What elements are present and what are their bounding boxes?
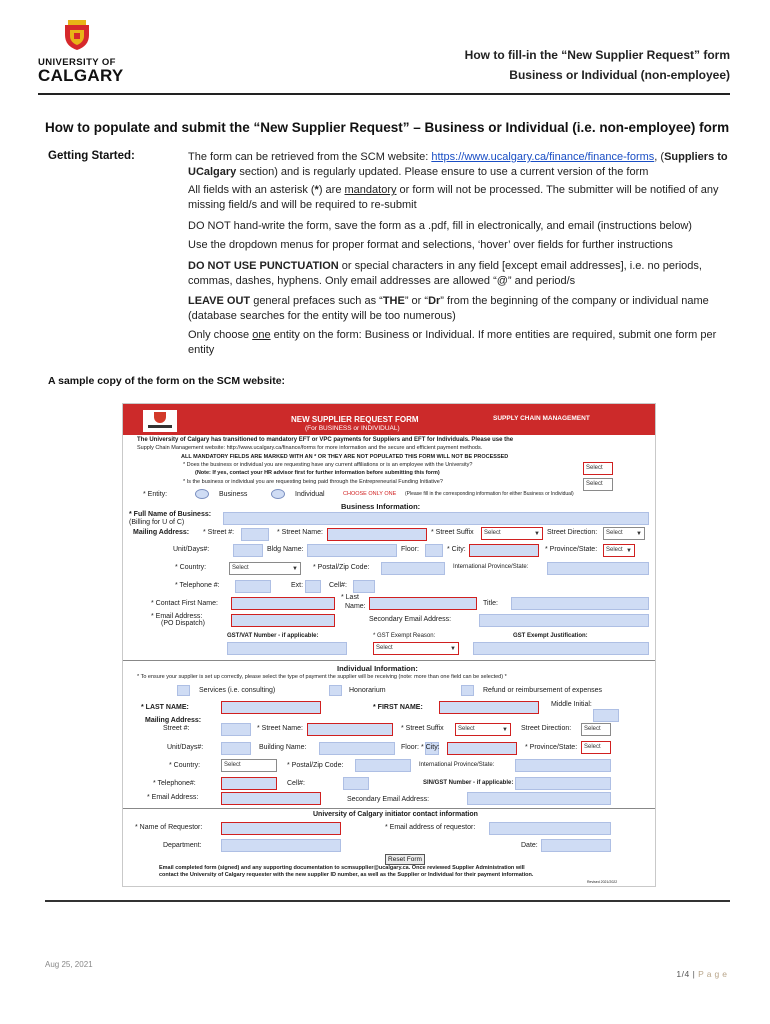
form-individual-radio xyxy=(271,489,285,499)
form-unit-label: Unit/Days#: xyxy=(173,546,210,553)
form-individual-label: Individual xyxy=(295,491,325,498)
paragraph-dropdowns: Use the dropdown menus for proper format and selections, ‘hover’ over fields for further instructions xyxy=(188,239,673,251)
header-divider xyxy=(38,93,730,95)
form-title-input xyxy=(511,597,649,610)
form-q1-note: (Note: If yes, contact your HR advisor first for further information before submitting this form) xyxy=(195,470,440,476)
form-department-input xyxy=(221,839,341,852)
form-cell-label: Cell#: xyxy=(329,582,347,589)
paragraph-one-entity: Only choose one entity on the form: Business or Individual. If more entities are required, submit one form per entity xyxy=(188,329,717,356)
university-logo-icon xyxy=(64,20,90,50)
form-choose-one: CHOOSE ONLY ONE xyxy=(343,491,397,497)
form-prov2-select: Select xyxy=(581,741,611,754)
form-floor-input xyxy=(425,544,443,557)
form-dept: SUPPLY CHAIN MANAGEMENT xyxy=(493,415,590,422)
sample-copy-label: A sample copy of the form on the SCM website: xyxy=(48,375,286,387)
form-full-name-label: * Full Name of Business: xyxy=(129,511,212,518)
form-mandatory-note: ALL MANDATORY FIELDS ARE MARKED WITH AN * OR THEY ARE NOT POPULATED THIS FORM WILL NOT BE PROCESSED xyxy=(181,454,509,460)
form-floor-label: Floor: xyxy=(401,546,419,553)
paragraph-leave-out-prefaces: LEAVE OUT general prefaces such as “THE” or “Dr” from the beginning of the company or individual name (database searches for the entity will be too numerous) xyxy=(188,295,709,322)
form-street-name2-input xyxy=(307,723,393,736)
form-q1: * Does the business or individual you are requesting have any current affiliations or is an employee with the University? xyxy=(183,462,473,468)
form-country-label: * Country: xyxy=(175,564,207,571)
scm-forms-link[interactable]: https://www.ucalgary.ca/finance/finance-forms xyxy=(431,151,655,163)
form-sec-email2-input xyxy=(467,792,611,805)
form-q2-select: Select xyxy=(583,478,613,491)
form-q1-select: Select xyxy=(583,462,613,475)
paragraph-form-retrieval: The form can be retrieved from the SCM website: https://www.ucalgary.ca/finance/finance-forms, (Suppliers to UCalgary section) and is regularly updated. Please ensure to use a current version of the form xyxy=(188,151,728,178)
form-requestor-input xyxy=(221,822,341,835)
form-business-label: Business xyxy=(219,491,248,498)
form-street-dir-label: Street Direction: xyxy=(547,529,598,536)
form-full-name-input xyxy=(223,512,649,525)
form-street-suffix2-label: * Street Suffix xyxy=(401,725,444,732)
form-ext-label: Ext: xyxy=(291,582,304,589)
form-prov2-label: * Province/State: xyxy=(525,744,578,751)
form-sec-email-label: Secondary Email Address: xyxy=(369,616,452,623)
form-tel-label: * Telephone #: xyxy=(175,582,220,589)
form-cell2-label: Cell#: xyxy=(287,780,305,787)
form-city2-label: * City: xyxy=(421,744,440,751)
form-intl2-input xyxy=(515,759,611,772)
form-first-name-input xyxy=(439,701,539,714)
paragraph-no-punctuation: DO NOT USE PUNCTUATION or special characters in any field [except email addresses], i.e. no periods, commas, dashes, hyphens. Only email addresses are allowed “@” and period/s xyxy=(188,260,702,287)
form-divider-1 xyxy=(123,660,655,661)
form-honorarium-checkbox xyxy=(329,685,342,696)
form-business-header: Business Information: xyxy=(341,502,421,511)
form-bldg-name-label: Building Name: xyxy=(259,744,307,751)
form-footer-1: Email completed form (signed) and any supporting documentation to scmsupplier@ucalgary.ca. Once reviewed Supplier Administration will xyxy=(159,865,525,871)
form-mailing-label: Mailing Address: xyxy=(133,529,190,536)
form-gst-exempt-select: Select ▼ xyxy=(373,642,459,655)
form-honorarium-label: Honorarium xyxy=(349,687,386,694)
form-street-no-input xyxy=(241,528,269,541)
form-unit2-input xyxy=(221,742,251,755)
form-business-radio xyxy=(195,489,209,499)
form-refund-checkbox xyxy=(461,685,474,696)
form-contact-first-input xyxy=(231,597,335,610)
form-prov-label: * Province/State: xyxy=(545,546,598,553)
form-footer-2: contact the University of Calgary requester with the new supplier ID number, as well as the Supplier or Individual for their payment information. xyxy=(159,872,534,878)
form-entity-label: * Entity: xyxy=(143,491,168,498)
form-cell2-input xyxy=(343,777,369,790)
form-subtitle: (For BUSINESS or INDIVIDUAL) xyxy=(305,425,400,432)
logo-text-line2: CALGARY xyxy=(38,66,124,85)
page-number: 1/4 | Page xyxy=(676,969,730,979)
form-req-email-label: * Email address of requestor: xyxy=(385,824,476,831)
form-city-label: * City: xyxy=(447,546,466,553)
footer-divider xyxy=(45,900,730,902)
form-last-input xyxy=(369,597,477,610)
form-postal-input xyxy=(381,562,445,575)
form-street-name2-label: * Street Name: xyxy=(257,725,303,732)
form-revised-note: Revised 2021/2022 xyxy=(587,880,618,884)
form-first-name-label: * FIRST NAME: xyxy=(373,704,423,711)
form-services-label: Services (i.e. consulting) xyxy=(199,687,276,694)
form-street-dir2-label: Street Direction: xyxy=(521,725,572,732)
form-middle-input xyxy=(593,709,619,722)
form-cell-input xyxy=(353,580,375,593)
form-street-suffix-select: Select ▼ xyxy=(481,527,543,540)
form-tel2-label: * Telephone#: xyxy=(153,780,196,787)
form-middle-label: Middle Initial: xyxy=(551,701,592,708)
form-country2-label: * Country: xyxy=(169,762,201,769)
form-sec-email2-label: Secondary Email Address: xyxy=(347,796,430,803)
form-street-no2-input xyxy=(221,723,251,736)
form-gst-input xyxy=(227,642,347,655)
form-individual-note: * To ensure your supplier is set up correctly, please select the type of payment the supplier will be receiving (note: more than one field can be selected) * xyxy=(137,674,507,680)
form-intl-label: International Province/State: xyxy=(453,564,529,570)
form-intro-2: Supply Chain Management website: http://www.ucalgary.ca/finance/forms for more information and the secure and efficient payment methods. xyxy=(137,445,483,451)
form-intl2-label: International Province/State: xyxy=(419,762,495,768)
form-prov-select: Select ▼ xyxy=(603,544,635,557)
form-email-note: (PO Dispatch) xyxy=(161,620,205,627)
doc-header-subtitle: Business or Individual (non-employee) xyxy=(509,68,730,82)
form-date-input xyxy=(541,839,611,852)
form-floor2-label: Floor: xyxy=(401,744,419,751)
form-email-addr-input xyxy=(221,792,321,805)
form-country2-select: Select xyxy=(221,759,277,772)
form-sin-label: SIN/GST Number - if applicable: xyxy=(423,780,514,786)
getting-started-label: Getting Started: xyxy=(48,150,135,162)
form-street-suffix-label: * Street Suffix xyxy=(431,529,474,536)
form-last-label-2: Name: xyxy=(345,603,366,610)
form-gst-exempt-label: * GST Exempt Reason: xyxy=(373,633,436,639)
form-full-name-note: (Billing for U of C) xyxy=(129,519,185,526)
form-sin-input xyxy=(515,777,611,790)
form-tel2-input xyxy=(221,777,277,790)
form-email-addr-label: * Email Address: xyxy=(147,794,199,801)
form-choose-note: (Please fill in the corresponding information for either Business or Individual) xyxy=(405,491,574,497)
form-city2-input xyxy=(447,742,517,755)
form-last-label: * Last xyxy=(341,594,359,601)
page-title: How to populate and submit the “New Supplier Request” – Business or Individual (i.e. non-employee) form xyxy=(45,120,730,135)
form-country-select: Select ▼ xyxy=(229,562,301,575)
form-city-input xyxy=(469,544,539,557)
form-street-suffix2-select: Select ▼ xyxy=(455,723,511,736)
form-individual-header: Individual Information: xyxy=(337,664,418,673)
form-date-label: Date: xyxy=(521,842,538,849)
form-bldg-name-input xyxy=(319,742,395,755)
form-contact-first-label: * Contact First Name: xyxy=(151,600,218,607)
form-gst-just-label: GST Exempt Justification: xyxy=(513,633,588,639)
form-street-dir2-select: Select xyxy=(581,723,611,736)
form-title: NEW SUPPLIER REQUEST FORM xyxy=(291,415,419,424)
form-street-name-label: * Street Name: xyxy=(277,529,323,536)
form-street-no2-label: Street #: xyxy=(163,725,190,732)
form-logo-icon xyxy=(143,410,177,432)
form-mailing-addr-label: Mailing Address: xyxy=(145,717,202,724)
paragraph-mandatory-fields: All fields with an asterisk (*) are mandatory or form will not be processed. The submitter will be notified of any missing field/s and will be required to re-submit xyxy=(188,184,719,211)
form-email-label: * Email Address: xyxy=(151,613,203,620)
form-email-input xyxy=(231,614,335,627)
form-divider-2 xyxy=(123,808,655,809)
form-gst-just-input xyxy=(473,642,649,655)
form-req-email-input xyxy=(489,822,611,835)
form-reset-button: Reset Form xyxy=(385,854,425,865)
logo-text-line1: UNIVERSITY OF xyxy=(38,57,116,68)
form-requestor-label: * Name of Requestor: xyxy=(135,824,203,831)
form-intl-input xyxy=(547,562,649,575)
form-unit2-label: Unit/Days#: xyxy=(167,744,204,751)
form-intro-1: The University of Calgary has transitioned to mandatory EFT or VPC payments for Suppliers and EFT for Individuals. Please use the xyxy=(137,437,514,443)
form-postal2-label: * Postal/Zip Code: xyxy=(287,762,344,769)
form-postal-label: * Postal/Zip Code: xyxy=(313,564,370,571)
form-postal2-input xyxy=(355,759,411,772)
form-refund-label: Refund or reimbursement of expenses xyxy=(483,687,603,694)
sample-form-image xyxy=(122,403,656,887)
form-tel-input xyxy=(235,580,271,593)
form-q2: * Is the business or individual you are requesting being paid through the Entrepreneurial Funding Initiative? xyxy=(183,479,443,485)
form-unit-input xyxy=(233,544,263,557)
form-bldg-label: Bldg Name: xyxy=(267,546,304,553)
form-last-name-input xyxy=(221,701,321,714)
form-bldg-input xyxy=(307,544,397,557)
paragraph-no-handwrite: DO NOT hand-write the form, save the form as a .pdf, fill in electronically, and email (instructions below) xyxy=(188,220,692,232)
form-street-dir-select: Select ▼ xyxy=(603,527,645,540)
doc-header-title: How to fill-in the “New Supplier Request” form xyxy=(464,48,730,62)
form-last-name-label: * LAST NAME: xyxy=(141,704,189,711)
form-title-label: Title: xyxy=(483,600,498,607)
form-gst-label: GST/VAT Number - if applicable: xyxy=(227,633,319,639)
form-department-label: Department: xyxy=(163,842,202,849)
form-street-name-input xyxy=(327,528,427,541)
form-uofc-header: University of Calgary initiator contact information xyxy=(313,811,478,818)
form-street-no-label: * Street #: xyxy=(203,529,235,536)
form-ext-input xyxy=(305,580,321,593)
form-sec-email-input xyxy=(479,614,649,627)
form-services-checkbox xyxy=(177,685,190,696)
footer-date: Aug 25, 2021 xyxy=(45,960,93,969)
